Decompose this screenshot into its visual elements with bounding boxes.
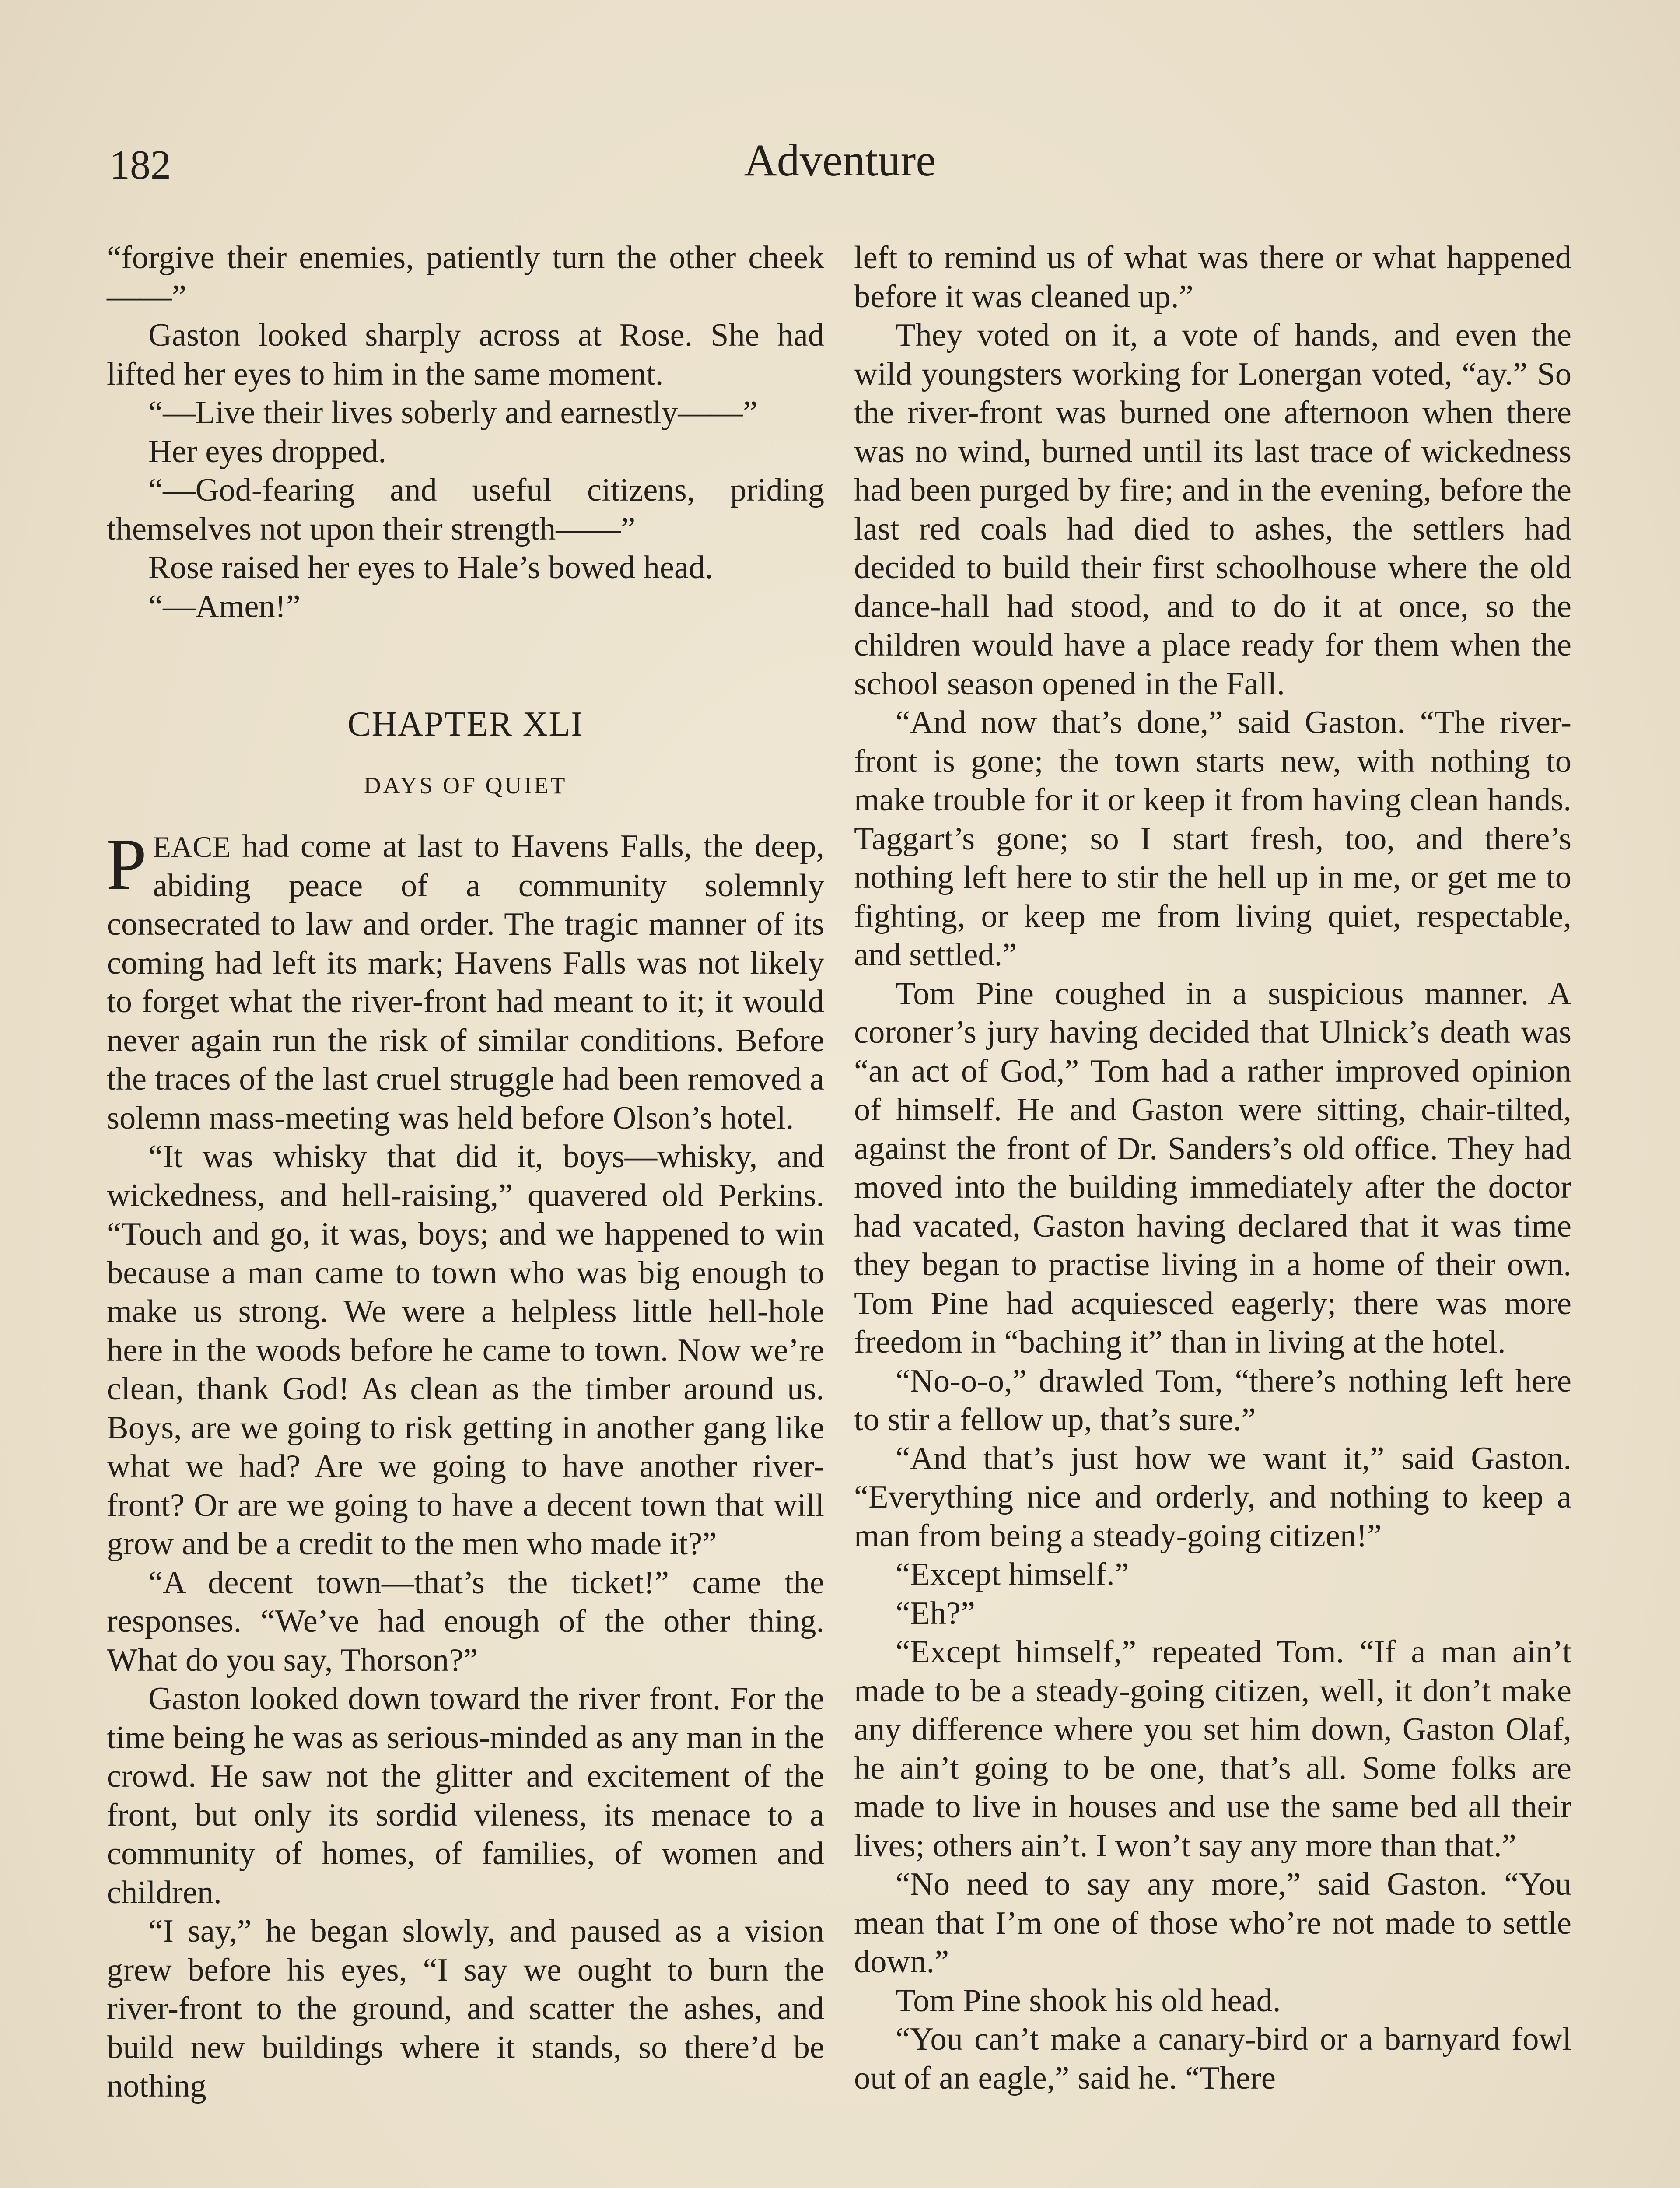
paragraph: “It was whisky that did it, boys—whisky, and wickedness, and hell-raising,” quavered old Perkins. “Touch and go, it was, boys; and we happened to win because a man came to town who was big enough to make us strong. We were a helpless little hell-hole here in the woods before he came to town. Now we’re clean, thank God! As clean as the timber around us. Boys, are we going to risk getting in another gang like what we had? Are we going to have another river-front? Or are we going to have a decent town that will grow and be a credit to the men who made it?” [107,1139,824,1562]
drop-cap-continuation: EACE [153,830,231,863]
paragraph: They voted on it, a vote of hands, and even the wild youngsters working for Lonergan voted, “ay.” So the river-front was burned one afternoon when there was no wind, burned until its last trace of wickedness had been purged by fire; and in the evening, before the last red coals had died to ashes, the settlers had decided to build their first schoolhouse where the old dance-hall had stood, and to do it at once, so the children would have a place ready for them when the school season opened in the Fall. [854,317,1572,702]
opening-paragraph-text: had come at last to Havens Falls, the deep, abiding peace of a community solemnly consecrated to law and order. The tragic manner of its coming had left its mark; Havens Falls was not likely to forget what the river-front had meant to it; it would never again run the risk of similar conditions. Before the traces of the last cruel struggle had been removed a solemn mass-meeting was held before Olson’s hotel. [107,828,824,1136]
paragraph: “—Amen!” [148,588,301,624]
paragraph: “—God-fearing and useful citizens, priding themselves not upon their strength——” [107,472,824,547]
paragraph: Her eyes dropped. [148,433,387,470]
left-column [107,238,824,2106]
paragraph: “I say,” he began slowly, and paused as a vision grew before his eyes, “I say we ought to burn the river-front to the ground, and scatter the ashes, and build new buildings where it stands, so there’d be nothing [107,1913,824,2104]
paragraph: “And now that’s done,” said Gaston. “The river-front is gone; the town starts new, with nothing to make trouble for it or keep it from having clean hands. Taggart’s gone; so I start fresh, too, and there’s nothing left here to stir the hell up in me, or get me to fighting, or keep me from living quiet, respectable, and settled.” [854,705,1572,973]
paragraph: Tom Pine shook his old head. [896,1982,1281,2019]
paragraph: “Except himself.” [896,1557,1129,1592]
paragraph: Gaston looked down toward the river front. For the time being he was as serious-minded as any man in the crowd. He saw not the glitter and excitement of the front, but only its sordid vileness, its menace to a community of homes, of families, of women and children. [107,1681,824,1911]
paragraph: “No need to say any more,” said Gaston. “You mean that I’m one of those who’re not made to settle down.” [854,1866,1572,1980]
page-header [109,136,1571,197]
left-column-after-opening [107,1137,824,2106]
paragraph: “Except himself,” repeated Tom. “If a man ain’t made to be a steady-going citizen, well, it don’t make any difference where you set him down, Gaston Olaf, he ain’t going to be one, that’s all. Some folks are made to live in houses and use the same bed all their lives; others ain’t. I won’t say any more than that.” [854,1634,1572,1864]
drop-cap: P [106,824,147,905]
paragraph: “—Live their lives soberly and earnestly——” [148,395,758,431]
right-column-paragraphs [854,238,1572,2097]
paragraph: Gaston looked sharply across at Rose. She had lifted her eyes to him in the same moment. [107,317,824,392]
right-column [854,238,1572,2097]
paragraph: left to remind us of what was there or what happened before it was cleaned up.” [854,240,1572,315]
paragraph: “forgive their enemies, patiently turn the other cheek——” [107,240,824,315]
chapter-subtitle: DAYS OF QUIET [364,772,567,799]
page-number: 182 [109,142,171,188]
paragraph: “A decent town—that’s the ticket!” came the responses. “We’ve had enough of the other thing. What do you say, Thorson?” [107,1564,824,1678]
chapter-opening-paragraph [106,824,824,1137]
paragraph: “No-o-o,” drawled Tom, “there’s nothing left here to stir a fellow up, that’s sure.” [854,1363,1572,1438]
paragraph: “You can’t make a canary-bird or a barnyard fowl out of an eagle,” said he. “There [854,2021,1572,2096]
chapter-title: CHAPTER XLI [347,705,584,743]
running-title: Adventure [744,135,936,186]
left-column-before-chapter [107,238,824,626]
paragraph: Rose raised her eyes to Hale’s bowed head. [148,550,713,586]
paragraph: Tom Pine coughed in a suspicious manner. A coroner’s jury having decided that Ulnick’s death was “an act of God,” Tom had a rather improved opinion of himself. He and Gaston were sitting, chair-tilted, against the front of Dr. Sanders’s old office. They had moved into the building immediately after the doctor had vacated, Gaston having declared that it was time they began to practise living in a home of their own. Tom Pine had acquiesced eagerly; there was more freedom in “baching it” than in living at the hotel. [854,975,1572,1360]
paragraph: “And that’s just how we want it,” said Gaston. “Everything nice and orderly, and nothing to keep a man from being a steady-going citizen!” [854,1440,1572,1554]
paragraph: “Eh?” [896,1595,975,1631]
